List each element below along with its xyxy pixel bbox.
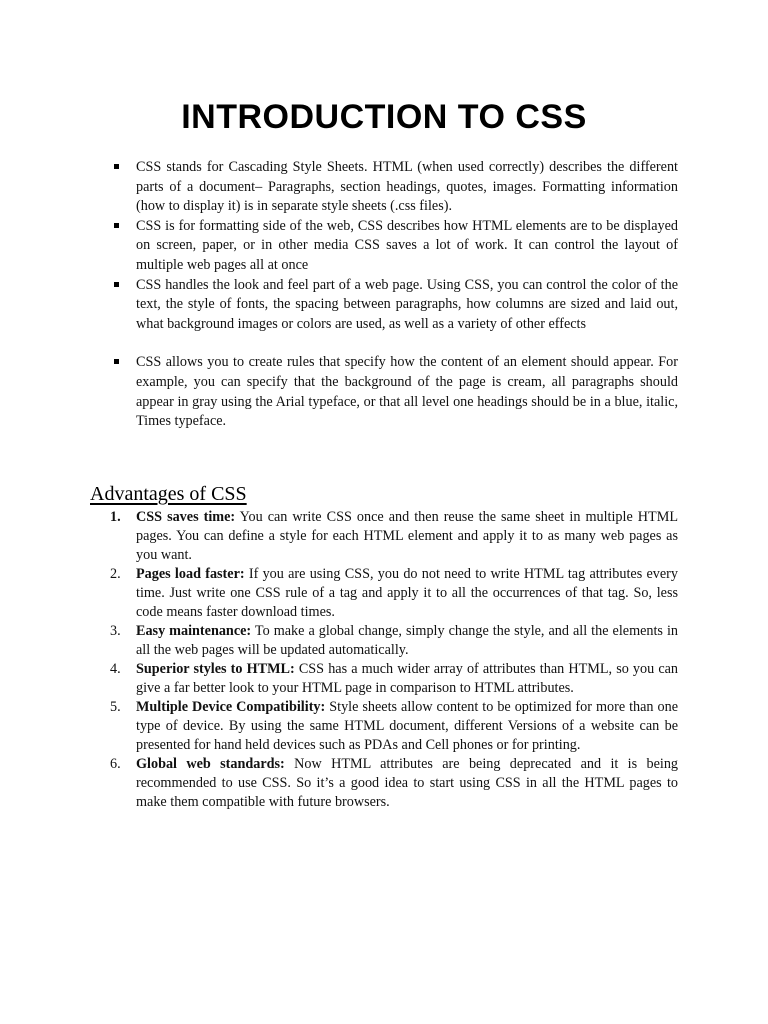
item-number: 1.: [110, 509, 121, 525]
list-item: [110, 565, 678, 622]
list-item: [110, 660, 678, 698]
list-item: [110, 508, 678, 565]
item-term: Global web standards:: [136, 756, 285, 772]
bullet-text: CSS allows you to create rules that specify how the content of an element should appear. For example, you can specify that the background of the page is cream, all paragraphs should appear in gray using the Arial typeface, or that all level one headings should be in a blue, italic, Times typeface.: [136, 354, 678, 430]
item-term: Multiple Device Compatibility:: [136, 699, 326, 715]
item-term: Pages load faster:: [136, 566, 245, 582]
item-term: CSS saves time:: [136, 509, 236, 525]
item-term: Superior styles to HTML:: [136, 661, 295, 677]
bullet-item: [110, 217, 678, 276]
item-text: Style sheets allow content to be optimized for more than one type of device. By using the same HTML document, different Versions of a website can be presented for hand held devices such as PDAs and Cell phones or for printing.: [136, 699, 678, 753]
item-number: 2.: [110, 566, 121, 582]
item-text: Now HTML attributes are being deprecated and it is being recommended to use CSS. So it’s a good idea to start using CSS in all the HTML pages to make them compatible with future browsers.: [136, 756, 679, 810]
item-number: 6.: [110, 756, 121, 772]
advantages-heading: Advantages of CSS: [90, 483, 247, 505]
item-term: Easy maintenance:: [136, 623, 252, 639]
bullet-text: CSS is for formatting side of the web, CSS describes how HTML elements are to be displayed on screen, paper, or in other media CSS saves a lot of work. It can control the layout of multiple web pages all at once: [136, 217, 678, 273]
item-number: 4.: [110, 661, 121, 677]
bullet-item: [110, 158, 678, 217]
list-item: [110, 755, 678, 812]
item-text: CSS has a much wider array of attributes than HTML, so you can give a far better look to your HTML page in comparison to HTML attributes.: [136, 661, 679, 696]
item-number: 5.: [110, 699, 121, 715]
item-text: You can write CSS once and then reuse the same sheet in multiple HTML pages. You can define a style for each HTML element and apply it to as many web pages as you want.: [136, 509, 678, 563]
square-bullet-icon: [114, 282, 119, 287]
square-bullet-icon: [114, 223, 119, 228]
page-title: INTRODUCTION TO CSS: [181, 98, 587, 136]
bullet-text: CSS stands for Cascading Style Sheets. HTML (when used correctly) describes the different parts of a document– Paragraphs, section headings, quotes, images. Formatting information (how to display it) is in separate style sheets (.css files).: [136, 159, 678, 215]
item-text: To make a global change, simply change the style, and all the elements in all the web pages will be updated automatically.: [136, 623, 679, 658]
square-bullet-icon: [114, 359, 119, 364]
bullet-list: [110, 158, 678, 432]
bullet-item: [110, 353, 678, 431]
advantages-list: [110, 508, 678, 812]
bullet-item: [110, 276, 678, 335]
square-bullet-icon: [114, 164, 119, 169]
bullet-text: CSS handles the look and feel part of a web page. Using CSS, you can control the color of the text, the style of fonts, the spacing between paragraphs, how columns are sized and laid out, what background images or colors are used, as well as a variety of other effects: [136, 276, 678, 332]
item-text: If you are using CSS, you do not need to write HTML tag attributes every time. Just write one CSS rule of a tag and apply it to all the occurrences of that tag. So, less code means faster download times.: [136, 566, 679, 620]
item-number: 3.: [110, 623, 121, 639]
list-item: [110, 698, 678, 755]
list-item: [110, 622, 678, 660]
